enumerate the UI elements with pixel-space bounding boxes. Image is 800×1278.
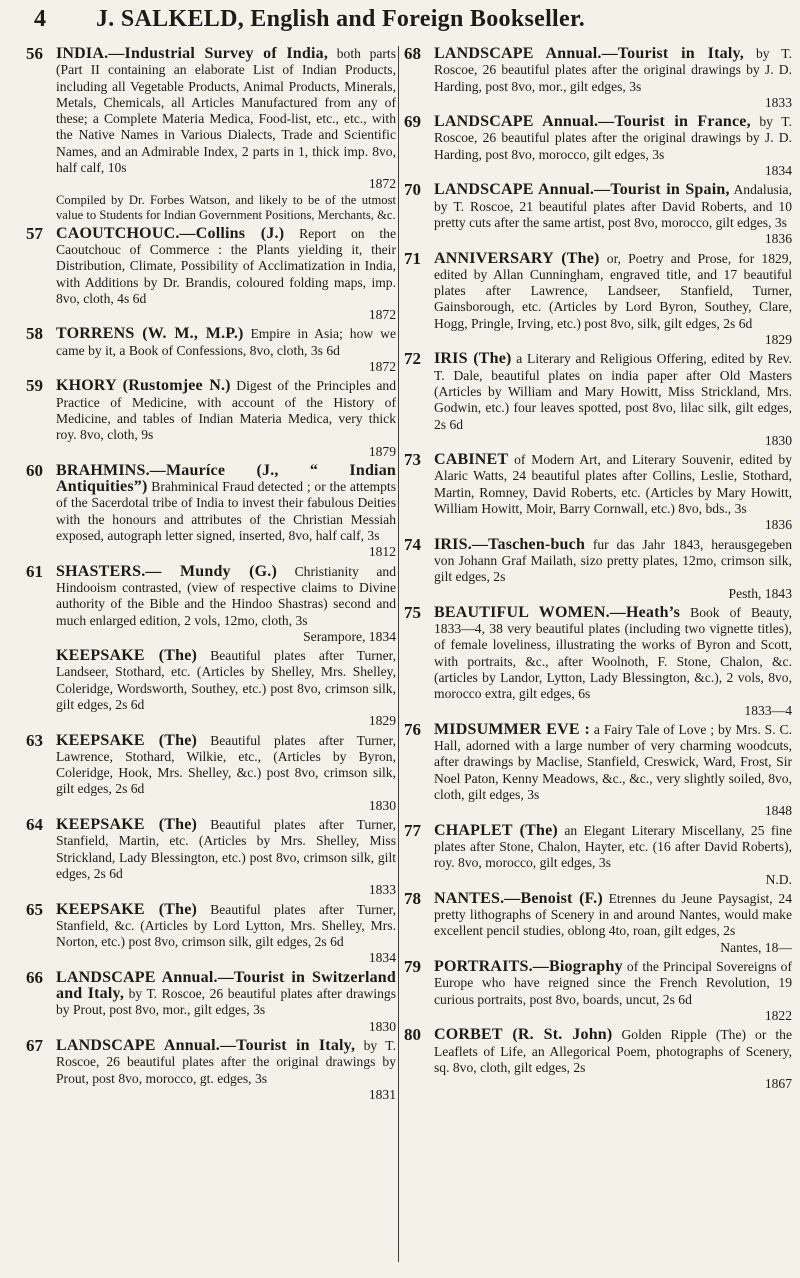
catalogue-entry — [26, 378, 396, 459]
entry-number: 71 — [404, 248, 421, 268]
entry-heading: KHORY (Rustomjee N.) — [56, 377, 231, 395]
catalogue-entry — [404, 820, 793, 888]
catalogue-entry — [404, 534, 792, 602]
entry-number: 58 — [26, 324, 43, 344]
entry-date: 1867 — [764, 1076, 792, 1092]
catalogue-entry — [26, 648, 396, 729]
entry-heading: CHAPLET (The) — [434, 821, 558, 839]
entry-heading: MIDSUMMER EVE : — [434, 720, 590, 738]
entry-note: Compiled by Dr. Forbes Watson, and likely to be of the utmost value to Students for Indian Government Positions, Merchants, &c. — [56, 192, 396, 222]
entry-number: 63 — [26, 730, 43, 750]
catalogue-entry — [26, 223, 396, 324]
entry-heading: LANDSCAPE Annual.—Tourist in Switzerland and Italy, — [56, 968, 396, 1003]
entry-description: a Literary and Religious Offering, edited by Rev. T. Dale, beautiful plates on india paper after Old Masters (Articles by William and Mary Howitt, Miss Strickland, Mrs. Godwin, etc.) four leaves spotted, post 8vo, lilac silk, gilt edges, 2s 6d — [434, 351, 793, 432]
entry-number: 61 — [26, 561, 43, 581]
entry-date: 1822 — [764, 1007, 792, 1023]
entry-description: Beautiful plates after Turner, Stanfield, Martin, etc. (Articles by Mrs. Shelley, Miss Strickland, Lady Blessington, etc.) post 8vo, crimson silk, gilt edges, 2s 6d — [56, 817, 396, 881]
entry-date: 1831 — [368, 1086, 396, 1102]
catalogue-entry — [26, 46, 396, 223]
entry-number: 72 — [404, 349, 421, 369]
catalogue-entry — [26, 561, 396, 645]
entry-description: of the Principal Sovereigns of Europe who have reigned since the French Revolution, 19 curious portraits, post 8vo, boards, uncut, 2s 6d — [434, 959, 792, 1007]
entry-description: Christianity and Hindooism contrasted, (view of respective claims to Divine authority of the Bible and the Hindoo Shastras) second and much enlarged edition, 2 vols, 12mo, cloth, 3s — [56, 563, 396, 628]
entry-date: Serampore, 1834 — [303, 628, 396, 644]
entry-description: Book of Beauty, 1833—4, 38 very beautiful plates (including two vignette titles), of female loveliness, illustrating the works of Byron and Scott, with portraits, &c., after Woolnoth, F. Stone, Chalon, &c. (articles by Landor, Lytton, Lady Blessington, &c.), 2 vols, 8vo, morocco extra, gilt edges, 6s — [434, 604, 792, 702]
entry-heading: KEEPSAKE (The) — [56, 900, 198, 918]
entry-description: of Modern Art, and Literary Souvenir, edited by Alaric Watts, 24 beautiful plates after Collins, Leslie, Stothard, Martin, Romney, David Roberts, etc. (Articles by Mary Howitt, William Howitt, Moir, Barry Cornwall, etc.) 8vo, bds., 3s — [434, 452, 792, 517]
page-number: 4 — [34, 6, 46, 32]
entry-date: 1872 — [368, 307, 396, 323]
entry-description: by T. Roscoe, 26 beautiful plates after drawings by Prout, post 8vo, mor., gilt edges, 3s — [56, 986, 396, 1018]
entry-date: 1836 — [764, 231, 792, 247]
entry-number: 66 — [26, 967, 43, 987]
entry-heading: KEEPSAKE (The) — [56, 731, 198, 749]
column-divider — [398, 46, 399, 1262]
entry-date: 1833 — [368, 882, 396, 898]
entry-description: Beautiful plates after Turner, Lawrence, Stothard, Wilkie, etc., (Articles by Byron, Coleridge, Hook, Mrs. Shelley, &c.) post 8vo, crimson silk, gilt edges, 2s 6d — [56, 732, 396, 797]
entry-description: both parts (Part II containing an elaborate List of Indian Products, including all Vegetable Products, Animal Products, Minerals, Metals, Chemicals, all Articles Manufactured from any of these; a Complete Materia Medica, Food-list, etc., etc., with the Native Names in Various Dialects, Trade and Scientific Names, and an Admirable Index, 2 parts in 1, thick imp. 8vo, half calf, 10s — [56, 46, 396, 176]
entry-description: by T. Roscoe, 26 beautiful plates after the original drawings by J. D. Harding, post 8vo, morocco, gilt edges, 3s — [434, 114, 792, 162]
entry-heading: TORRENS (W. M., M.P.) — [56, 325, 244, 343]
catalogue-entry — [404, 46, 792, 111]
entry-number: 76 — [404, 719, 421, 739]
entry-date: 1848 — [764, 803, 792, 819]
catalogue-entry — [404, 602, 792, 719]
entry-heading: IRIS.—Taschen-buch — [434, 535, 586, 553]
entry-date: 1812 — [368, 544, 396, 560]
catalogue-entry — [26, 460, 396, 561]
catalogue-entry — [26, 899, 396, 967]
entry-heading: LANDSCAPE Annual.—Tourist in Italy, — [434, 45, 744, 62]
entry-date: 1829 — [368, 713, 396, 729]
entry-description: Beautiful plates after Turner, Landseer, Stothard, etc. (Articles by Shelley, Mrs. Shelley, Coleridge, Wordsworth, Southey, etc.) post 8vo, crimson silk, gilt edges, 2s 6d — [56, 648, 396, 712]
entry-description: a Fairy Tale of Love ; by Mrs. S. C. Hall, adorned with a large number of very charming woodcuts, after drawings by Maclise, Stanfield, Creswick, Ward, Frost, Sir Noel Paton, Kenny Meadows, &c., &c., very slightly soiled, 8vo, cloth, gilt edges, 3s — [434, 721, 793, 803]
entry-date: 1879 — [368, 443, 396, 459]
entry-description: Beautiful plates after Turner, Stanfield, &c. (Articles by Lord Lytton, Mrs. Shelley, Mrs. Norton, etc.) post 8vo, crimson silk, gilt edges, 2s 6d — [56, 901, 396, 950]
entry-description: Etrennes du Jeune Paysagist, 24 pretty lithographs of Scenery in and around Nantes, would make excellent pencil studies, oblong 4to, roan, gilt edges, 2s — [434, 890, 792, 939]
catalogue-entry — [26, 1035, 396, 1103]
entry-heading: KEEPSAKE (The) — [56, 816, 198, 834]
entry-heading: SHASTERS.— Mundy (G.) — [56, 562, 278, 580]
entry-description: or, Poetry and Prose, for 1829, edited by Allan Cunningham, engraved title, and 17 beautiful plates after Lawrence, Landseer, Stanfield, Turner, Gainsborough, etc. (Articles by Lord Byron, Southey, Clare, Hogg, Pringle, Irving, etc.) post 8vo, silk, gilt edges, 2s 6d — [434, 250, 792, 331]
catalogue-entry — [404, 114, 792, 179]
entry-heading: PORTRAITS.—Biography — [434, 958, 623, 976]
entry-heading: INDIA.—Industrial Survey of India, — [56, 45, 329, 62]
right-column — [404, 46, 792, 1095]
entry-heading: LANDSCAPE Annual.—Tourist in Italy, — [56, 1036, 356, 1054]
entry-number: 79 — [404, 957, 421, 977]
catalogue-entry — [404, 888, 792, 956]
entry-date: 1833—4 — [744, 702, 792, 718]
entry-date: 1834 — [368, 950, 396, 966]
catalogue-entry — [404, 452, 792, 533]
catalogue-entry — [26, 817, 396, 898]
entry-number: 77 — [404, 820, 421, 840]
entry-heading: KEEPSAKE (The) — [56, 647, 198, 665]
page-header — [0, 0, 800, 40]
entry-number: 56 — [26, 44, 43, 63]
catalogue-entry — [26, 730, 396, 814]
entry-description: by T. Roscoe, 26 beautiful plates after the original drawings by Prout, post 8vo, morocco, gt. edges, 3s — [56, 1037, 396, 1086]
entry-date: Pesth, 1843 — [728, 585, 792, 601]
entry-number: 74 — [404, 534, 421, 554]
entry-date: 1830 — [368, 797, 396, 813]
entry-number: 80 — [404, 1025, 421, 1045]
running-title: J. SALKELD, English and Foreign Bookseller. — [96, 6, 586, 32]
entry-description: Empire in Asia; how we came by it, a Book of Confessions, 8vo, cloth, 3s 6d — [56, 326, 396, 358]
entry-date: 1836 — [764, 517, 792, 533]
left-column — [26, 46, 396, 1106]
entry-number: 70 — [404, 180, 421, 200]
entry-heading: ANNIVERSARY (The) — [434, 249, 600, 267]
entry-description: Digest of the Principles and Practice of Medicine, with account of the History of Medicine, and tables of Indian Materia Medica, very thick roy. 8vo, cloth, 9s — [56, 378, 396, 443]
entry-date: 1833 — [764, 94, 792, 110]
entry-number: 65 — [26, 899, 43, 919]
entry-description: fur das Jahr 1843, herausgegeben von Johann Graf Mailath, sizo pretty plates, 12mo, crimson silk, gilt edges, 2s — [434, 536, 792, 585]
entry-heading: CORBET (R. St. John) — [434, 1026, 613, 1044]
entry-description: Brahminical Fraud detected ; or the attempts of the Sacerdotal tribe of India to invest their fabulous Deities with the honours and attributes of the Christian Messiah exposed, autograph letter signed, inserted, 8vo, half calf, 3s — [56, 479, 396, 544]
entry-description: Report on the Caoutchouc of Commerce : the Plants yielding it, their Distribution, Climate, Possibility of Acclimatization in India, with Additions by Dr. Brandis, coloured folding maps, imp. 8vo, cloth, 4s 6d — [56, 225, 396, 306]
entry-date: Nantes, 18— — [720, 939, 792, 955]
entry-number: 69 — [404, 112, 421, 132]
entry-number: 64 — [26, 815, 43, 835]
entry-number: 59 — [26, 376, 43, 396]
catalogue-entry — [404, 351, 792, 449]
entry-date: 1872 — [368, 176, 396, 192]
entry-number: 67 — [26, 1035, 43, 1055]
entry-heading: CABINET — [434, 451, 509, 469]
entry-heading: IRIS (The) — [434, 350, 512, 368]
entry-description: by T. Roscoe, 26 beautiful plates after the original drawings by J. D. Harding, post 8vo, mor., gilt edges, 3s — [434, 46, 792, 94]
catalogue-entry — [404, 719, 793, 820]
catalogue-entry — [26, 967, 396, 1035]
entry-description: Andalusia, by T. Roscoe, 21 beautiful plates after David Roberts, and 10 pretty cuts after the same artist, post 8vo, morocco, gilt edges, 3s — [434, 182, 792, 230]
entry-heading: CAOUTCHOUC.—Collins (J.) — [56, 224, 285, 242]
entry-number: 60 — [26, 460, 43, 480]
catalogue-entry — [404, 959, 792, 1024]
entry-number: 73 — [404, 450, 421, 470]
entry-description: an Elegant Literary Miscellany, 25 fine plates after Stone, Chalon, Hayter, etc. (16 after David Roberts), roy. 8vo, morocco, gilt edges, 3s — [434, 822, 793, 871]
entry-heading: BRAHMINS.—Mauríce (J., “ Indian Antiquities”) — [56, 461, 396, 496]
entry-heading: LANDSCAPE Annual.—Tourist in Spain, — [434, 181, 730, 199]
catalogue-entry — [404, 1027, 792, 1092]
entry-number: 75 — [404, 602, 421, 622]
entry-date: 1872 — [368, 359, 396, 375]
entry-date: 1830 — [368, 1018, 396, 1034]
catalogue-entry — [404, 182, 792, 247]
entry-date: N.D. — [765, 871, 792, 887]
entry-heading: BEAUTIFUL WOMEN.—Heath’s — [434, 603, 681, 621]
entry-heading: LANDSCAPE Annual.—Tourist in France, — [434, 113, 751, 131]
entry-number: 68 — [404, 44, 421, 63]
catalogue-entry — [404, 248, 792, 349]
catalogue-entry — [26, 326, 396, 375]
entry-date: 1829 — [764, 332, 792, 348]
entry-number: 57 — [26, 223, 43, 243]
entry-date: 1830 — [764, 432, 792, 448]
entry-number: 78 — [404, 888, 421, 908]
entry-description: Golden Ripple (The) or the Leaflets of Life, an Allegorical Poem, photographs of Scenery, sq. 8vo, cloth, gilt edges, 2s — [434, 1027, 793, 1075]
entry-heading: NANTES.—Benoist (F.) — [434, 889, 603, 907]
entry-date: 1834 — [764, 163, 792, 179]
